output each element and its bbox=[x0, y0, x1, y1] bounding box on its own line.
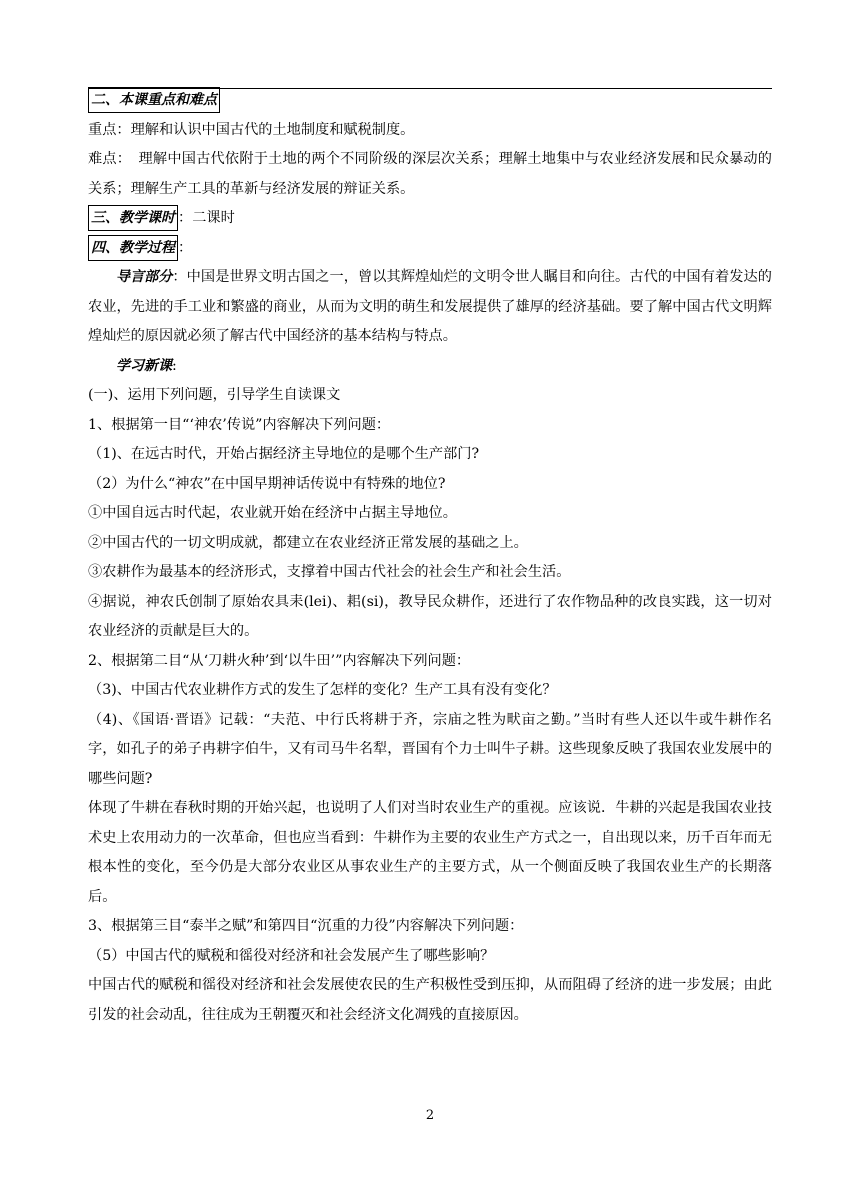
line-4: ①中国自远古时代起，农业就开始在经济中占据主导地位。 bbox=[88, 505, 457, 521]
key-point: 重点：理解和认识中国古代的土地制度和赋税制度。 bbox=[88, 121, 415, 138]
new-lesson-colon: : bbox=[172, 357, 177, 374]
new-lesson-line bbox=[88, 352, 772, 382]
section-heading-2-line bbox=[88, 86, 772, 116]
line-6: ③农耕作为最基本的经济形式，支撑着中国古代社会的社会生产和社会生活。 bbox=[88, 564, 571, 580]
line-0: (一)、运用下列问题，引导学生自读课文 bbox=[88, 387, 341, 403]
document-body bbox=[88, 86, 772, 1030]
section-heading-3: 三、教学课时 bbox=[88, 205, 178, 231]
line-13: （5）中国古代的赋税和徭役对经济和社会发展产生了哪些影响？ bbox=[88, 947, 495, 964]
new-lesson-label: 学习新课 bbox=[116, 357, 172, 374]
section-3-text: ：二课时 bbox=[178, 210, 235, 226]
line-14: 中国古代的赋税和徭役对经济和社会发展使农民的生产积极性受到压抑，从而阻碍了经济的进一步发展；由此引发的社会动乱，往往成为王朝覆灭和社会经济文化凋残的直接原因。 bbox=[88, 977, 772, 1023]
section-3-line bbox=[88, 204, 772, 234]
line-5: ②中国古代的一切文明成就，都建立在农业经济正常发展的基础之上。 bbox=[88, 534, 528, 551]
intro-label: 导言部分 bbox=[116, 269, 173, 285]
line-8: 2、根据第二目“从‘刀耕火种’到‘以牛田’”内容解决下列问题： bbox=[88, 652, 471, 669]
line-9: （3)、中国古代农业耕作方式的发生了怎样的变化？生产工具有没有变化？ bbox=[88, 682, 557, 698]
line-12: 3、根据第三目“泰半之赋”和第四目“沉重的力役”内容解决下列问题： bbox=[88, 918, 524, 934]
intro-paragraph bbox=[88, 263, 772, 352]
section-4-text: ： bbox=[178, 239, 193, 256]
line-2: （1)、在远古时代，开始占据经济主导地位的是哪个生产部门? bbox=[88, 446, 480, 462]
section-heading-4: 四、教学过程 bbox=[88, 235, 178, 261]
line-11: 体现了牛耕在春秋时期的开始兴起，也说明了人们对当时农业生产的重视。应该说．牛耕的兴起是我国农业技术史上农用动力的一次革命，但也应当看到：牛耕作为主要的农业生产方式之一，自出现以来，历千百年而无根本性的变化，至今仍是大部分农业区从事农业生产的主要方式，从一个侧面反映了我国农业生产的长期落后。 bbox=[88, 800, 772, 905]
line-10: （4)、《国语·晋语》记载：“夫范、中行氏将耕于齐，宗庙之牲为畎亩之勤。”当时有些人还以牛或牛耕作名字，如孔子的弟子冉耕字伯牛，又有司马牛名犁，晋国有个力士叫牛子耕。这些现象反映了我国农业发展中的哪些问题? bbox=[88, 711, 772, 787]
line-1: 1、根据第一目“‘神农’传说”内容解决下列问题： bbox=[88, 416, 391, 433]
line-3: （2）为什么“神农”在中国早期神话传说中有特殊的地位? bbox=[88, 475, 446, 492]
difficulty: 难点： 理解中国古代依附于土地的两个不同阶级的深层次关系；理解土地集中与农业经济发展和民众暴动的关系；理解生产工具的革新与经济发展的辩证关系。 bbox=[88, 151, 772, 197]
intro-text: ：中国是世界文明古国之一，曾以其辉煌灿烂的文明令世人瞩目和向往。古代的中国有着发达的农业，先进的手工业和繁盛的商业，从而为文明的萌生和发展提供了雄厚的经济基础。要了解中国古代文明辉煌灿烂的原因就必须了解古代中国经济的基本结构与特点。 bbox=[88, 269, 772, 344]
page-number: 2 bbox=[425, 1108, 435, 1123]
section-heading-2: 二、本课重点和难点 bbox=[88, 87, 220, 113]
section-4-line bbox=[88, 234, 772, 264]
line-7: ④据说，神农氏创制了原始农具耒(lei)、耜(si)，教导民众耕作，还进行了农作物品种的改良实践，这一切对农业经济的贡献是巨大的。 bbox=[88, 593, 772, 639]
